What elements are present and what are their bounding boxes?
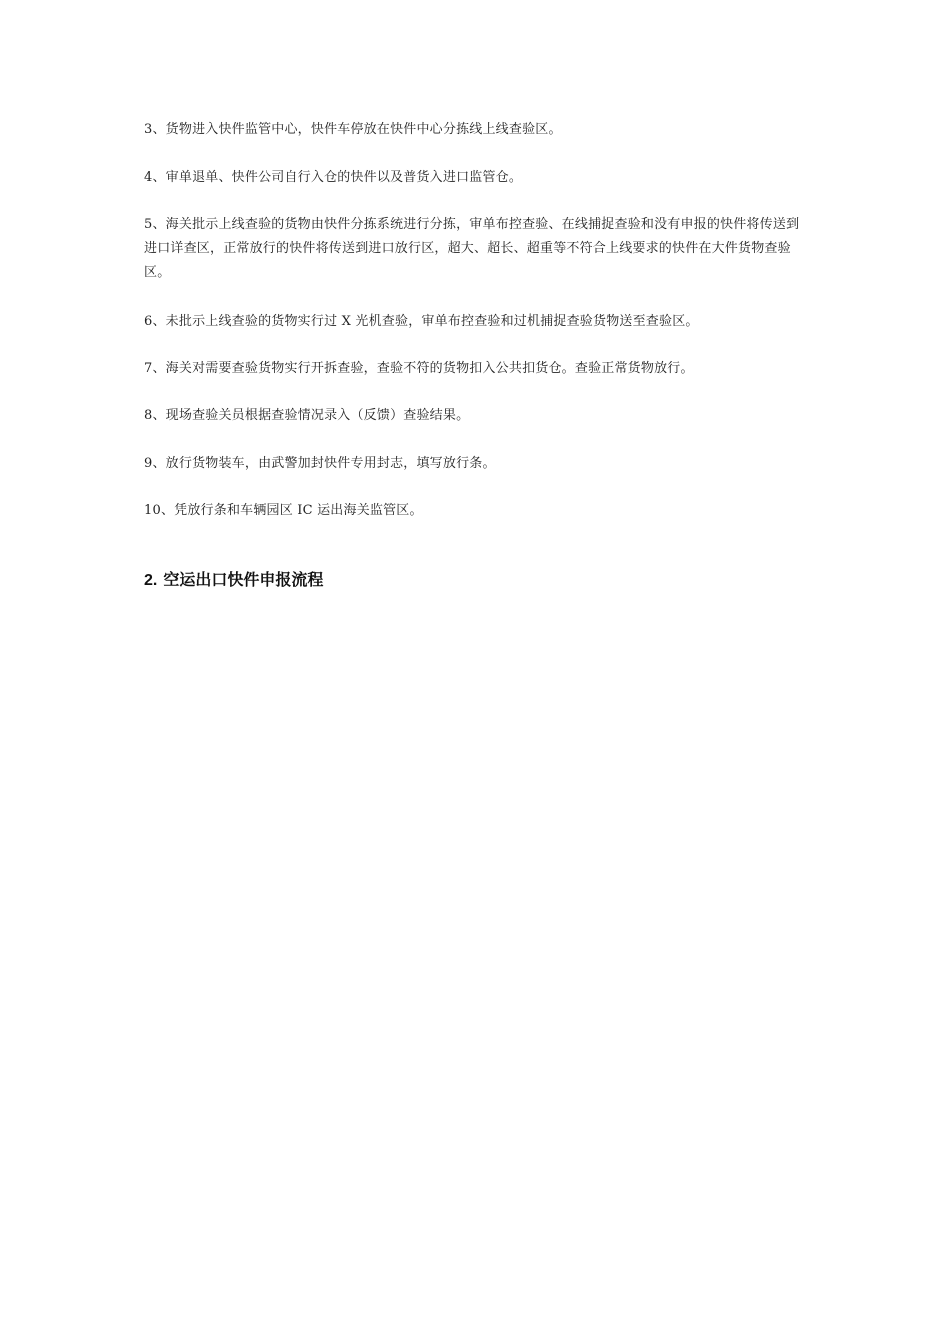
paragraph-step-5: 5、海关批示上线查验的货物由快件分拣系统进行分拣，审单布控查验、在线捕捉查验和没有申报的快件将传送到进口详查区，正常放行的快件将传送到进口放行区，超大、超长、超重等不符合上线要求的快件在大件货物查验区。 xyxy=(144,217,800,280)
section-heading-number: 2. xyxy=(144,572,158,589)
section-heading xyxy=(144,567,323,594)
paragraph-step-8: 8、现场查验关员根据查验情况录入（反馈）查验结果。 xyxy=(144,408,470,423)
paragraph-step-7: 7、海关对需要查验货物实行开拆查验，查验不符的货物扣入公共扣货仓。查验正常货物放行。 xyxy=(144,361,694,376)
paragraph-step-3: 3、货物进入快件监管中心，快件车停放在快件中心分拣线上线查验区。 xyxy=(144,122,562,137)
paragraph-step-10: 10、凭放行条和车辆园区 IC 运出海关监管区。 xyxy=(144,503,423,518)
paragraph-step-9: 9、放行货物装车，由武警加封快件专用封志，填写放行条。 xyxy=(144,456,496,471)
paragraph-step-4: 4、审单退单、快件公司自行入仓的快件以及普货入进口监管仓。 xyxy=(144,170,523,185)
paragraph-step-6: 6、未批示上线查验的货物实行过 X 光机查验，审单布控查验和过机捕捉查验货物送至查验区。 xyxy=(144,314,699,329)
section-heading-text: 空运出口快件申报流程 xyxy=(163,570,324,589)
